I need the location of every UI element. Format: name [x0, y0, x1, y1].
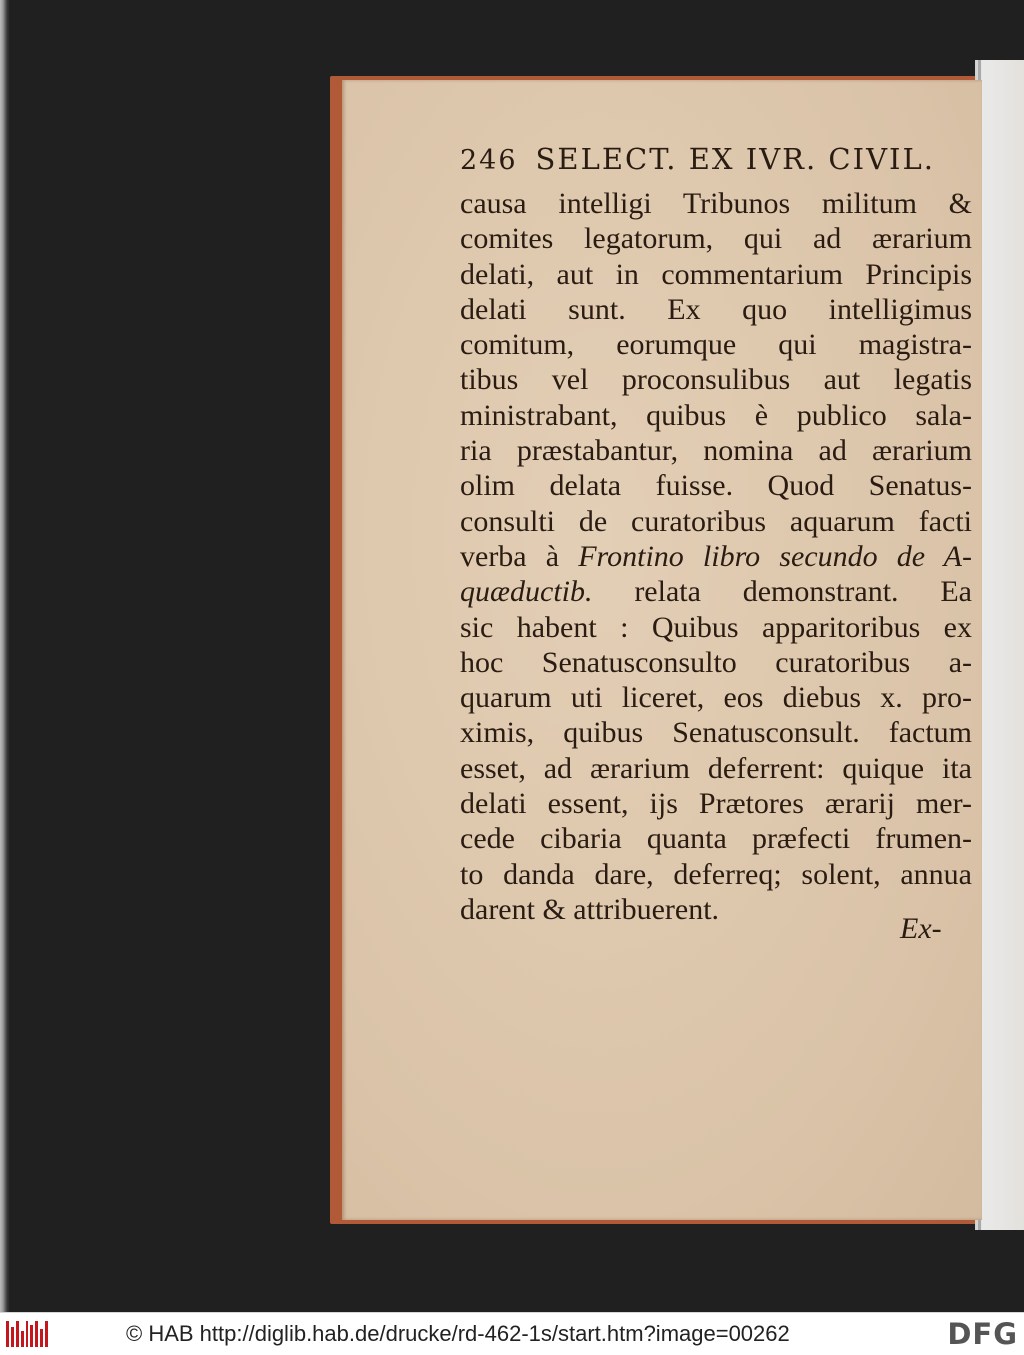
text-line: esset, ad ærarium deferrent: quique ita — [460, 751, 972, 785]
catchword: Ex- — [900, 912, 942, 945]
text-line-last: darent & attribuerent. — [460, 892, 720, 926]
dfg-logo[interactable]: DFG — [947, 1317, 1018, 1351]
italic-citation: quæductib. — [460, 575, 593, 609]
body-text — [460, 186, 972, 927]
text-line: to danda dare, deferreq; solent, annua — [460, 857, 972, 891]
text-line: delati essent, ijs Prætores ærarij mer- — [460, 787, 972, 821]
text-line: hoc Senatusconsulto curatoribus a- — [460, 645, 972, 679]
text-line: ximis, quibus Senatusconsult. factum — [460, 716, 972, 750]
text-line: consulti de curatoribus aquarum facti — [460, 504, 972, 538]
italic-citation: Frontino libro secundo de A- — [578, 539, 972, 573]
text-line: causa intelligi Tribunos militum & — [460, 187, 972, 220]
text-line: tibus vel proconsulibus aut legatis — [460, 363, 972, 397]
scan-left-edge — [0, 0, 10, 1312]
line-roman: relata demonstrant. Ea — [592, 575, 972, 609]
copyright-link[interactable]: © HAB http://diglib.hab.de/drucke/rd-462-1s/start.htm?image=00262 — [126, 1321, 790, 1346]
text-line: delati, aut in commentarium Principis — [460, 257, 972, 291]
facing-page-fragment — [975, 60, 1024, 1230]
text-line: cede cibaria quanta præfecti frumen- — [460, 822, 972, 856]
page-header — [460, 142, 970, 176]
text-line: quarum uti liceret, eos diebus x. pro- — [460, 681, 972, 715]
text-line: comitum, eorumque qui magistra- — [460, 328, 972, 362]
footer-bar — [0, 1312, 1024, 1355]
line-roman: verba à — [460, 539, 579, 573]
page-number: 246 — [460, 145, 518, 176]
hab-barcode-logo-icon[interactable] — [6, 1321, 48, 1347]
text-line-mixed — [460, 539, 972, 574]
text-line: delati sunt. Ex quo intelligimus — [460, 292, 972, 326]
running-title: SELECT. EX IVR. CIVIL. — [535, 142, 935, 176]
text-line: olim delata fuisse. Quod Senatus- — [460, 469, 972, 503]
text-line-mixed — [460, 574, 972, 609]
text-line: ria præstabantur, nomina ad ærarium — [460, 434, 972, 468]
text-line: ministrabant, quibus è publico sala- — [460, 398, 972, 432]
text-line: sic habent : Quibus apparitoribus ex — [460, 610, 972, 644]
text-line: comites legatorum, qui ad ærarium — [460, 222, 972, 256]
